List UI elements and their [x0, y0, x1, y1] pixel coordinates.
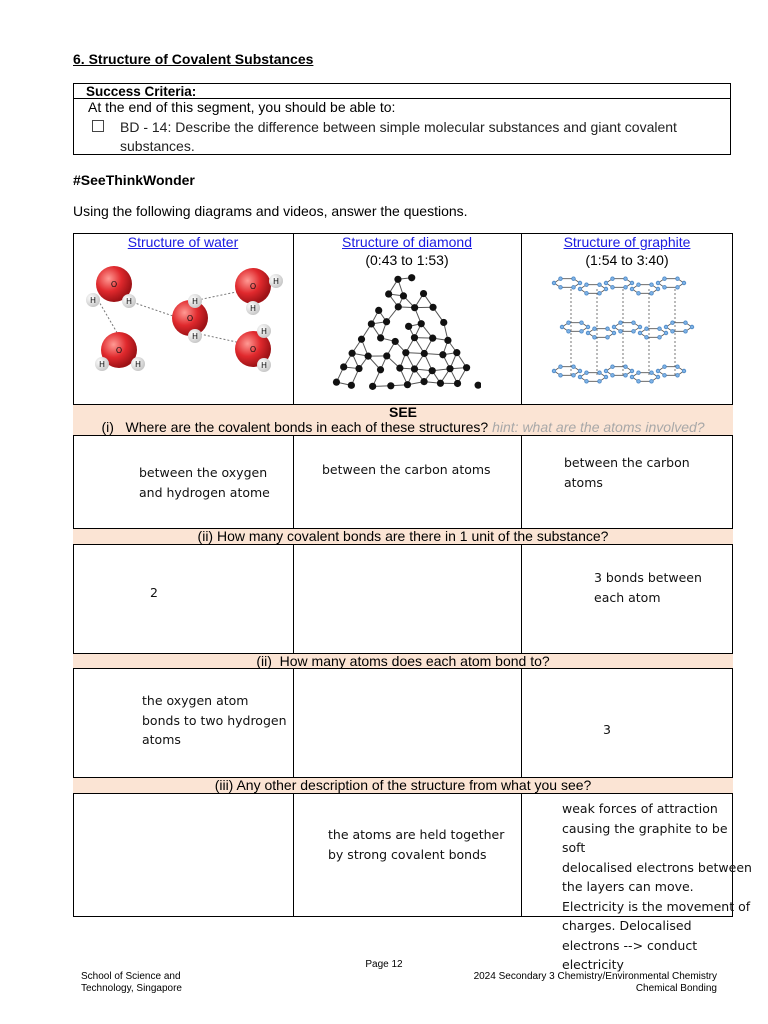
carbon-atom	[664, 325, 668, 329]
carbon-atom	[572, 277, 576, 281]
carbon-atom	[333, 379, 340, 386]
carbon-atom	[637, 292, 641, 296]
water-structure-diagram	[83, 261, 288, 403]
carbon-atom	[604, 281, 608, 285]
carbon-atom	[671, 321, 675, 325]
carbon-atom	[624, 365, 628, 369]
carbon-atom	[671, 330, 675, 334]
answer-water-bond-count[interactable]: 2	[150, 585, 158, 600]
carbon-atom	[404, 381, 411, 388]
carbon-atom	[365, 353, 372, 360]
diamond-video-time: (0:43 to 1:53)	[365, 252, 449, 268]
carbon-atom	[440, 319, 447, 326]
page-number: Page 12	[365, 959, 403, 970]
carbon-atom	[411, 365, 418, 372]
carbon-atom	[585, 371, 589, 375]
carbon-atom	[454, 380, 461, 387]
svg-text:H: H	[260, 361, 268, 370]
carbon-atom	[598, 283, 602, 287]
footer-right	[400, 971, 717, 995]
carbon-atom	[475, 382, 481, 389]
carbon-atom	[559, 286, 563, 290]
carbon-atom	[676, 374, 680, 378]
see-header	[73, 404, 733, 436]
carbon-atom	[420, 378, 427, 385]
carbon-atom	[612, 331, 616, 335]
carbon-atom	[586, 331, 590, 335]
svg-text:O: O	[115, 346, 123, 355]
carbon-atom	[559, 374, 563, 378]
carbon-atom	[383, 318, 390, 325]
svg-text:O: O	[249, 345, 257, 354]
col-divider	[521, 669, 522, 777]
carbon-atom	[377, 334, 384, 341]
carbon-atom	[598, 380, 602, 384]
carbon-atom	[606, 336, 610, 340]
carbon-atom	[630, 375, 634, 379]
carbon-atom	[439, 351, 446, 358]
carbon-atom	[446, 365, 453, 372]
carbon-atom	[676, 277, 680, 281]
carbon-atom	[585, 292, 589, 296]
carbon-atom	[638, 325, 642, 329]
carbon-atom	[411, 334, 418, 341]
success-criteria-intro: At the end of this segment, you should be able to:	[88, 99, 396, 115]
carbon-atom	[369, 383, 376, 390]
carbon-atom	[429, 335, 436, 342]
carbon-atom	[578, 281, 582, 285]
see-question-1: (i) Where are the covalent bonds in each of these structures?	[101, 419, 489, 435]
carbon-atom	[630, 369, 634, 373]
carbon-atom	[682, 369, 686, 373]
footer-topic: Chemical Bonding	[635, 983, 717, 994]
svg-text:H: H	[89, 296, 97, 305]
carbon-atom	[593, 327, 597, 331]
success-criteria-item: BD - 14: Describe the difference between simple molecular substances and giant covalent substances.	[120, 119, 677, 154]
carbon-atom	[612, 325, 616, 329]
carbon-atom	[408, 274, 415, 281]
carbon-atom	[358, 336, 365, 343]
diamond-structure-link[interactable]: Structure of diamond	[342, 234, 472, 250]
carbon-atom	[663, 277, 667, 281]
carbon-atom	[632, 330, 636, 334]
carbon-atom	[638, 331, 642, 335]
carbon-atom	[637, 371, 641, 375]
carbon-atom	[453, 349, 460, 356]
carbon-atom	[572, 374, 576, 378]
carbon-atom	[560, 325, 564, 329]
instruction-text: Using the following diagrams and videos, answer the questions.	[73, 203, 468, 219]
svg-text:H: H	[125, 297, 133, 306]
carbon-atom	[559, 365, 563, 369]
carbon-atom	[656, 369, 660, 373]
col-divider	[521, 436, 522, 528]
carbon-atom	[348, 382, 355, 389]
carbon-atom	[624, 286, 628, 290]
carbon-atom	[663, 365, 667, 369]
carbon-atom	[682, 281, 686, 285]
footer-school-location: Technology, Singapore	[81, 983, 182, 994]
carbon-atom	[572, 365, 576, 369]
carbon-atom	[578, 375, 582, 379]
carbon-atom	[658, 327, 662, 331]
svg-text:H: H	[191, 297, 199, 306]
carbon-atom	[637, 283, 641, 287]
carbon-atom	[684, 330, 688, 334]
footer-school: School of Science and	[81, 971, 181, 982]
criteria-checkbox[interactable]	[92, 120, 104, 132]
carbon-atom	[676, 286, 680, 290]
carbon-atom	[387, 382, 394, 389]
diamond-structure-diagram	[331, 271, 481, 401]
carbon-atom	[593, 336, 597, 340]
answer-diamond-description[interactable]: the atoms are held together by strong covalent bonds	[328, 827, 505, 862]
svg-text:H: H	[260, 327, 268, 336]
svg-text:H: H	[98, 360, 106, 369]
carbon-atom	[604, 287, 608, 291]
carbon-atom	[650, 283, 654, 287]
success-criteria-box	[73, 83, 731, 155]
carbon-atom	[377, 366, 384, 373]
carbon-atom	[421, 350, 428, 357]
graphite-structure-link[interactable]: Structure of graphite	[563, 234, 691, 250]
carbon-atom	[650, 292, 654, 296]
svg-text:O: O	[249, 282, 257, 291]
water-structure-link[interactable]: Structure of water	[127, 234, 239, 250]
carbon-atom	[632, 321, 636, 325]
question-3-header: (ii) How many atoms does each atom bond to?	[73, 653, 733, 669]
carbon-atom	[656, 281, 660, 285]
svg-text:O: O	[110, 280, 118, 289]
carbon-atom	[630, 287, 634, 291]
carbon-atom	[411, 304, 418, 311]
carbon-atom	[580, 321, 584, 325]
col-divider	[293, 545, 294, 653]
carbon-atom	[437, 380, 444, 387]
answer-water-atom-bonds[interactable]: the oxygen atom bonds to two hydrogen atoms	[142, 693, 287, 747]
carbon-atom	[396, 365, 403, 372]
carbon-atom	[606, 327, 610, 331]
carbon-atom	[630, 281, 634, 285]
see-think-wonder-heading: #SeeThinkWonder	[73, 172, 195, 188]
carbon-atom	[418, 320, 425, 327]
carbon-atom	[658, 336, 662, 340]
see-question-1-hint: hint: what are the atoms involved?	[492, 419, 705, 435]
carbon-atom	[624, 374, 628, 378]
carbon-atom	[572, 286, 576, 290]
footer-course: 2024 Secondary 3 Chemistry/Environmental Chemistry	[473, 971, 717, 982]
carbon-atom	[375, 307, 382, 314]
carbon-atom	[585, 283, 589, 287]
carbon-atom	[619, 321, 623, 325]
see-label: SEE	[388, 404, 417, 420]
answer-graphite-bond-count[interactable]: 3 bonds between each atom	[594, 570, 702, 605]
svg-text:H: H	[272, 277, 280, 286]
carbon-atom	[611, 286, 615, 290]
carbon-atom	[383, 352, 390, 359]
carbon-atom	[444, 337, 451, 344]
success-criteria-title: Success Criteria:	[86, 84, 197, 99]
carbon-atom	[567, 321, 571, 325]
carbon-atom	[637, 380, 641, 384]
answer-water-bonds[interactable]: between the oxygen and hydrogen atome	[139, 465, 270, 500]
carbon-atom	[619, 330, 623, 334]
carbon-atom	[611, 365, 615, 369]
carbon-atom	[690, 325, 694, 329]
carbon-atom	[340, 363, 347, 370]
graphite-video-time: (1:54 to 3:40)	[585, 252, 669, 268]
carbon-atom	[664, 331, 668, 335]
carbon-atom	[656, 375, 660, 379]
carbon-atom	[604, 369, 608, 373]
carbon-atom	[645, 336, 649, 340]
carbon-atom	[552, 281, 556, 285]
carbon-atom	[645, 327, 649, 331]
carbon-atom	[349, 350, 356, 357]
question-4-header: (iii) Any other description of the structure from what you see?	[73, 777, 733, 794]
svg-text:H: H	[134, 360, 142, 369]
carbon-atom	[663, 286, 667, 290]
carbon-atom	[598, 371, 602, 375]
carbon-atom	[676, 365, 680, 369]
col-divider	[293, 794, 294, 917]
carbon-atom	[650, 371, 654, 375]
carbon-atom	[586, 325, 590, 329]
carbon-atom	[598, 292, 602, 296]
carbon-atom	[463, 364, 470, 371]
answer-diamond-bonds[interactable]: between the carbon atoms	[322, 462, 491, 477]
carbon-atom	[385, 290, 392, 297]
carbon-atom	[580, 330, 584, 334]
col-divider	[521, 545, 522, 653]
carbon-atom	[578, 287, 582, 291]
carbon-atom	[611, 374, 615, 378]
carbon-atom	[624, 277, 628, 281]
carbon-atom	[559, 277, 563, 281]
carbon-atom	[429, 367, 436, 374]
col-divider	[521, 794, 522, 917]
col-divider	[293, 436, 294, 528]
carbon-atom	[567, 330, 571, 334]
carbon-atom	[684, 321, 688, 325]
answer-graphite-atom-bonds[interactable]: 3	[603, 722, 611, 737]
carbon-atom	[663, 374, 667, 378]
carbon-atom	[604, 375, 608, 379]
carbon-atom	[392, 338, 399, 345]
carbon-atom	[355, 365, 362, 372]
carbon-atom	[578, 369, 582, 373]
section-title: 6. Structure of Covalent Substances	[73, 51, 314, 67]
carbon-atom	[650, 380, 654, 384]
graphite-structure-diagram	[547, 271, 707, 401]
carbon-atom	[429, 304, 436, 311]
svg-text:H: H	[249, 304, 257, 313]
svg-text:H: H	[191, 332, 199, 341]
carbon-atom	[402, 349, 409, 356]
col-divider	[293, 669, 294, 777]
footer-left	[81, 971, 182, 995]
question-2-header: (ii) How many covalent bonds are there in 1 unit of the substance?	[73, 528, 733, 545]
carbon-atom	[420, 290, 427, 297]
carbon-atom	[394, 276, 401, 283]
answer-graphite-bonds[interactable]: between the carbon atoms	[564, 455, 690, 490]
carbon-atom	[552, 369, 556, 373]
carbon-atom	[405, 323, 412, 330]
carbon-atom	[400, 292, 407, 299]
carbon-atom	[611, 277, 615, 281]
carbon-atom	[585, 380, 589, 384]
carbon-atom	[368, 320, 375, 327]
answer-graphite-description[interactable]: weak forces of attraction causing the graphite to be soft delocalised electrons between the layers can move. Electricity is the movement of charges. Delocalised electrons --> conduct electricity	[562, 801, 752, 972]
svg-text:O: O	[186, 314, 194, 323]
carbon-atom	[656, 287, 660, 291]
carbon-atom	[395, 303, 402, 310]
water-molecule	[235, 268, 283, 315]
